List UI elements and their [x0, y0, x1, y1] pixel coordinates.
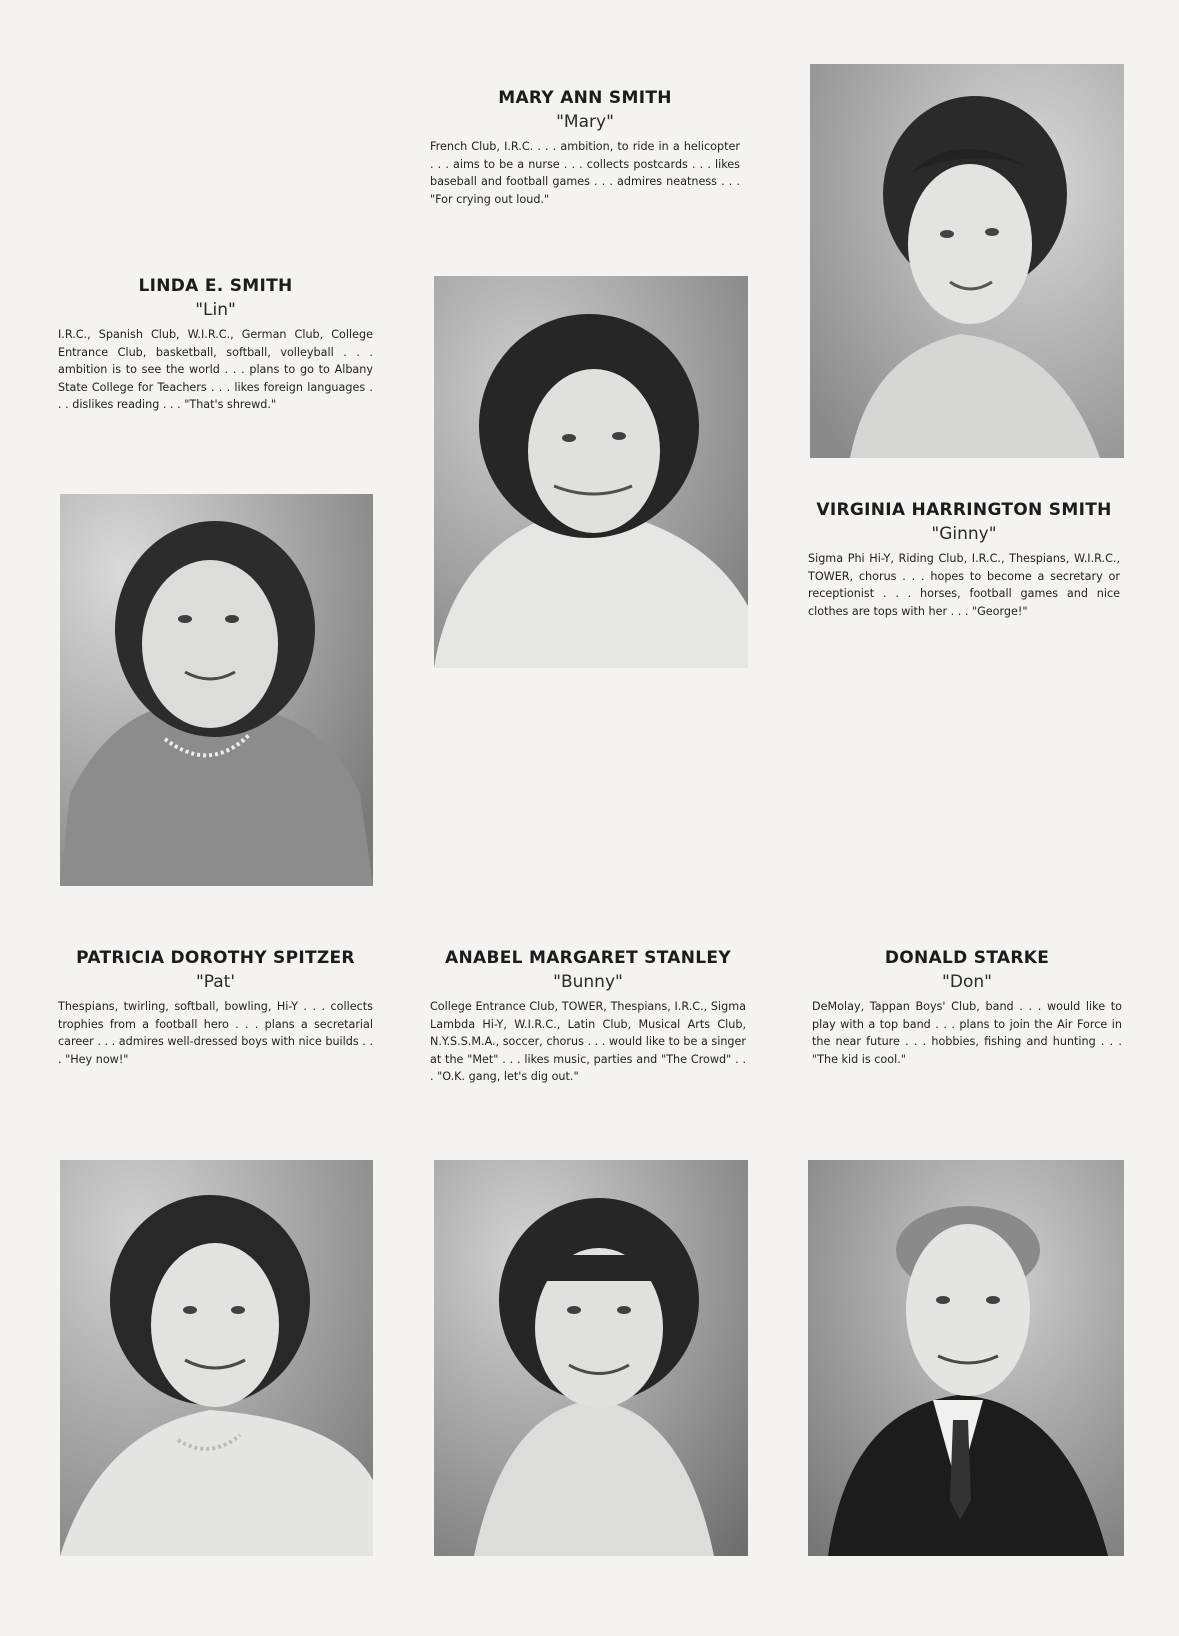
student-name: DONALD STARKE	[884, 948, 1050, 968]
portrait-photo-donald	[808, 1160, 1124, 1556]
portrait-photo-patricia	[60, 1160, 373, 1556]
portrait-photo-virginia	[810, 64, 1124, 458]
portrait-photo-linda	[60, 494, 373, 886]
student-nickname: "Mary"	[556, 112, 614, 132]
student-entry-linda-smith	[58, 276, 373, 414]
student-bio: I.R.C., Spanish Club, W.I.R.C., German Club, College Entrance Club, basketball, softball, volleyball . . . ambition is to see the world . . . plans to go to Albany State College for Teachers . . . likes foreign languages . . . dislikes reading . . . "That's shrewd."	[58, 328, 373, 411]
student-nickname: "Lin"	[195, 300, 236, 320]
student-bio: College Entrance Club, TOWER, Thespians, I.R.C., Sigma Lambda Hi-Y, W.I.R.C., Latin Club, Musical Arts Club, N.Y.S.S.M.A., soccer, chorus . . . would like to be a singer at the "Met" . . . likes music, parties and "The Crowd" . . . "O.K. gang, let's dig out."	[430, 1000, 746, 1083]
student-entry-virginia-smith	[808, 500, 1120, 620]
student-name: MARY ANN SMITH	[498, 88, 672, 108]
portrait-photo-mary-ann	[434, 276, 748, 668]
student-entry-anabel-stanley	[430, 948, 746, 1086]
student-name: VIRGINIA HARRINGTON SMITH	[816, 500, 1112, 520]
student-bio: Thespians, twirling, softball, bowling, Hi-Y . . . collects trophies from a football hero . . . plans a secretarial career . . . admires well-dressed boys with nice builds . . . "Hey now!"	[58, 1000, 373, 1066]
student-nickname: "Pat'	[195, 972, 236, 992]
student-entry-patricia-spitzer	[58, 948, 373, 1068]
student-nickname: "Ginny"	[931, 524, 997, 544]
student-nickname: "Bunny"	[553, 972, 623, 992]
student-bio: French Club, I.R.C. . . . ambition, to ride in a helicopter . . . aims to be a nurse . . . collects postcards . . . likes baseball and football games . . . admires neatness . . . "For crying out loud."	[430, 140, 740, 206]
student-bio: DeMolay, Tappan Boys' Club, band . . . would like to play with a top band . . . plans to join the Air Force in the near future . . . hobbies, fishing and hunting . . . "The kid is cool."	[812, 1000, 1122, 1066]
student-name: LINDA E. SMITH	[138, 276, 293, 296]
student-nickname: "Don"	[942, 972, 992, 992]
student-name: ANABEL MARGARET STANLEY	[445, 948, 731, 968]
portrait-photo-anabel	[434, 1160, 748, 1556]
student-name: PATRICIA DOROTHY SPITZER	[76, 948, 355, 968]
student-bio: Sigma Phi Hi-Y, Riding Club, I.R.C., Thespians, W.I.R.C., TOWER, chorus . . . hopes to become a secretary or receptionist . . . horses, football games and nice clothes are tops with her . . . "George!"	[808, 552, 1120, 618]
student-entry-mary-ann-smith	[430, 88, 740, 208]
student-entry-donald-starke	[812, 948, 1122, 1068]
